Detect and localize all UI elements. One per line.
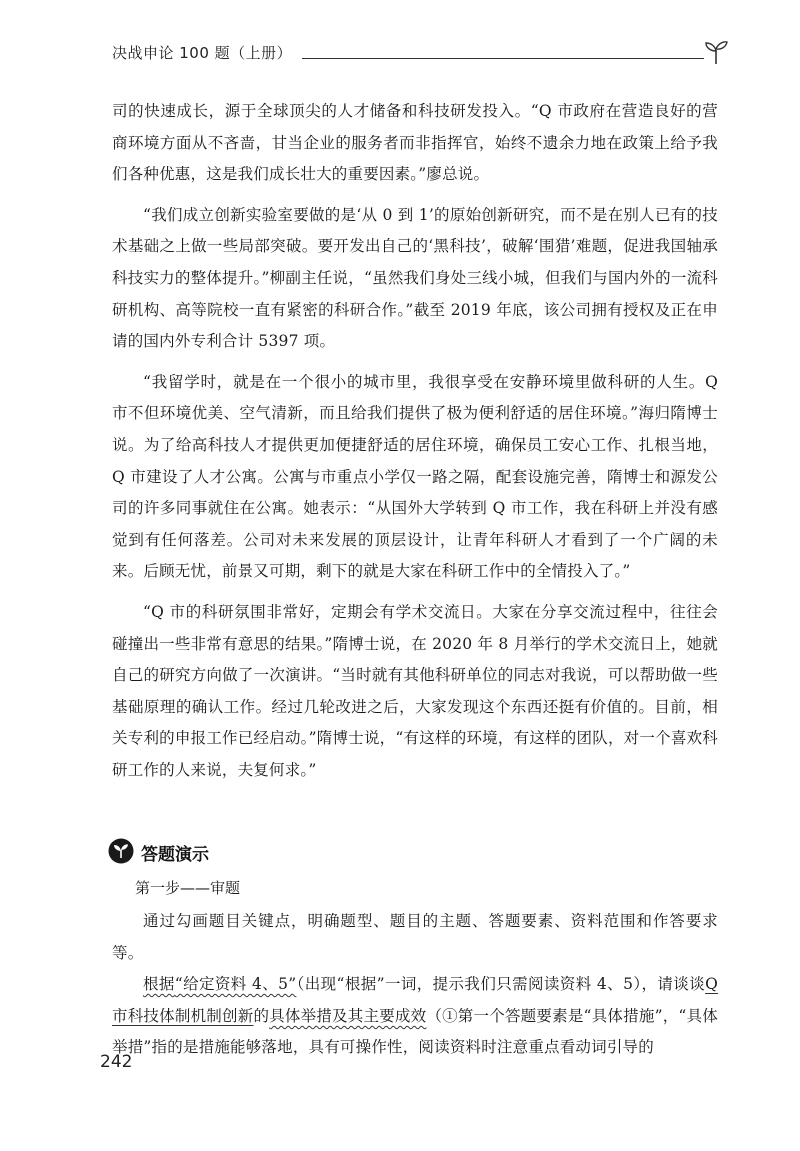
paragraph-2: “我们成立创新实验室要做的是‘从 0 到 1’的原始创新研究，而不是在别人已有的技术基础之上做一些局部突破。要开发出自己的‘黑科技’，破解‘围猎’难题，促进我国轴承科技实力的整体提升。”柳副主任说，“虽然我们身处三线小城，但我们与国内外的一流科研机构、高等院校一直有紧密的科研合作。”截至 2019 年底，该公司拥有授权及正在申请的国内外专利合计 5397 项。 (112, 205, 718, 351)
section-title: 答题演示 (141, 845, 209, 865)
keyword-topic: Q 市科技体制机制创新 (112, 975, 718, 1025)
page-number: 242 (100, 1052, 133, 1072)
answer-line (112, 969, 718, 1064)
note-basis: （出现“根据”一词，提示我们只需阅读资料 4、5），请谈谈 (296, 975, 706, 994)
keyword-basis: 根据 (143, 975, 175, 994)
answer-intro: 通过勾画题目关键点，明确题型、题目的主题、答题要素、资料范围和作答要求等。 (112, 912, 718, 962)
keyword-material-range: “给定资料 4、5” (174, 975, 297, 994)
paragraph-1: 司的快速成长，源于全球顶尖的人才储备和科技研发投入。“Q 市政府在营造良好的营商环境方面从不吝啬，甘当企业的服务者而非指挥官，始终不遗余力地在政策上给予我们各种优惠，这是我们成长壮大的重要因素。”廖总说。 (112, 102, 718, 184)
header-title: 决战申论 100 题（上册） (112, 44, 293, 62)
paragraph-3: “我留学时，就是在一个很小的城市里，我很享受在安静环境里做科研的人生。Q 市不但环境优美、空气清新，而且给我们提供了极为便利舒适的居住环境。”海归隋博士说。为了给高科技人才提供更加便捷舒适的居住环境，确保员工安心工作、扎根当地，Q 市建设了人才公寓。公寓与市重点小学仅一路之隔，配套设施完善，隋博士和源发公司的许多同事就住在公寓。她表示：“从国外大学转到 Q 市工作，我在科研上并没有感觉到有任何落差。公司对未来发展的顶层设计，让青年科研人才看到了一个广阔的未来。后顾无忧，前景又可期，剩下的就是大家在科研工作中的全情投入了。” (112, 372, 718, 581)
sprout-badge-icon (108, 838, 134, 864)
keyword-elements: 具体举措及其主要成效 (269, 1006, 427, 1025)
body-text (112, 96, 718, 786)
page-header (112, 38, 730, 68)
note-elements: （①第一个答题要素是“具体措施”，“具体举措”指的是措施能够落地，具有可操作性，阅读资料时注意重点看动词引导的 (112, 1006, 718, 1057)
header-rule (302, 58, 704, 59)
sprout-icon (702, 38, 730, 66)
connector-text: 的 (253, 1006, 270, 1025)
step-title: 第一步——审题 (135, 879, 241, 897)
paragraph-4: “Q 市的科研氛围非常好，定期会有学术交流日。大家在分享交流过程中，往往会碰撞出一些非常有意思的结果。”隋博士说，在 2020 年 8 月举行的学术交流日上，她就自己的研究方向做了一次演讲。“当时就有其他科研单位的同志对我说，可以帮助做一些基础原理的确认工作。经过几轮改进之后，大家发现这个东西还挺有价值的。目前，相关专利的申报工作已经启动。”隋博士说，“有这样的环境，有这样的团队，对一个喜欢科研工作的人来说，夫复何求。” (112, 602, 718, 779)
answer-text (112, 906, 718, 1064)
section-heading (108, 838, 408, 866)
